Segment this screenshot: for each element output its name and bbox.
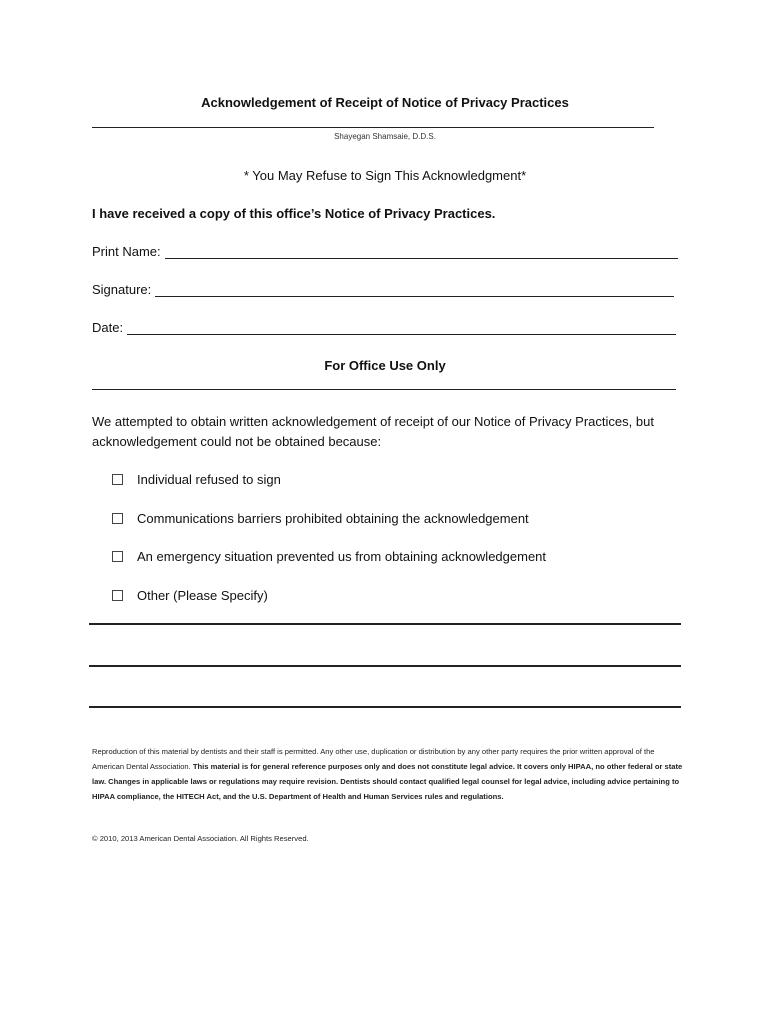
disclaimer (92, 744, 684, 804)
date-line[interactable] (127, 320, 676, 335)
practitioner-name: Shayegan Shamsaie, D.D.S. (334, 132, 436, 141)
disclaimer-plain: Reproduction of this material by dentists and their staff is permitted. Any other use, duplication or distribution by any other party requires the prior written approval of the American Dental Association. (92, 747, 655, 771)
print-name-label: Print Name: (92, 244, 161, 259)
option-label: Individual refused to sign (137, 472, 281, 487)
option-label: Communications barriers prohibited obtaining the acknowledgement (137, 511, 529, 526)
signature-field[interactable] (92, 282, 674, 297)
specify-line-2[interactable] (89, 665, 681, 667)
refuse-notice: * You May Refuse to Sign This Acknowledgment* (243, 168, 527, 183)
copyright: © 2010, 2013 American Dental Association. All Rights Reserved. (92, 834, 309, 843)
checkbox[interactable] (112, 590, 123, 601)
specify-line-1[interactable] (89, 623, 681, 625)
attempt-paragraph: We attempted to obtain written acknowledgement of receipt of our Notice of Privacy Practices, but acknowledgement could not be obtained because: (92, 414, 654, 449)
office-use-heading: For Office Use Only (324, 358, 446, 373)
print-name-line[interactable] (165, 244, 678, 259)
option-label: An emergency situation prevented us from obtaining acknowledgement (137, 549, 547, 564)
title-divider (92, 127, 654, 128)
document-title: Acknowledgement of Receipt of Notice of Privacy Practices (201, 95, 569, 110)
date-field[interactable] (92, 320, 676, 335)
option-label: Other (Please Specify) (137, 588, 268, 603)
print-name-field[interactable] (92, 244, 678, 259)
signature-line[interactable] (155, 282, 674, 297)
date-label: Date: (92, 320, 124, 335)
received-statement: I have received a copy of this office’s Notice of Privacy Practices. (92, 206, 496, 221)
disclaimer-bold: This material is for general reference purposes only and does not constitute legal advice. It covers only HIPAA, no other federal or state law. Changes in applicable laws or regulations may require revision. Dentists should contact qualified legal counsel for legal advice, including advice pertaining to HIPAA compliance, the HITECH Act, and the U.S. Department of Health and Human Services rules and regulations. (92, 762, 683, 801)
option-refused[interactable] (112, 472, 281, 487)
checkbox[interactable] (112, 551, 123, 562)
office-use-divider (92, 389, 676, 390)
checkbox[interactable] (112, 474, 123, 485)
checkbox[interactable] (112, 513, 123, 524)
option-emergency[interactable] (112, 549, 546, 564)
specify-line-3[interactable] (89, 706, 681, 708)
signature-label: Signature: (92, 282, 152, 297)
option-other[interactable] (112, 588, 268, 603)
option-communication-barriers[interactable] (112, 511, 529, 526)
